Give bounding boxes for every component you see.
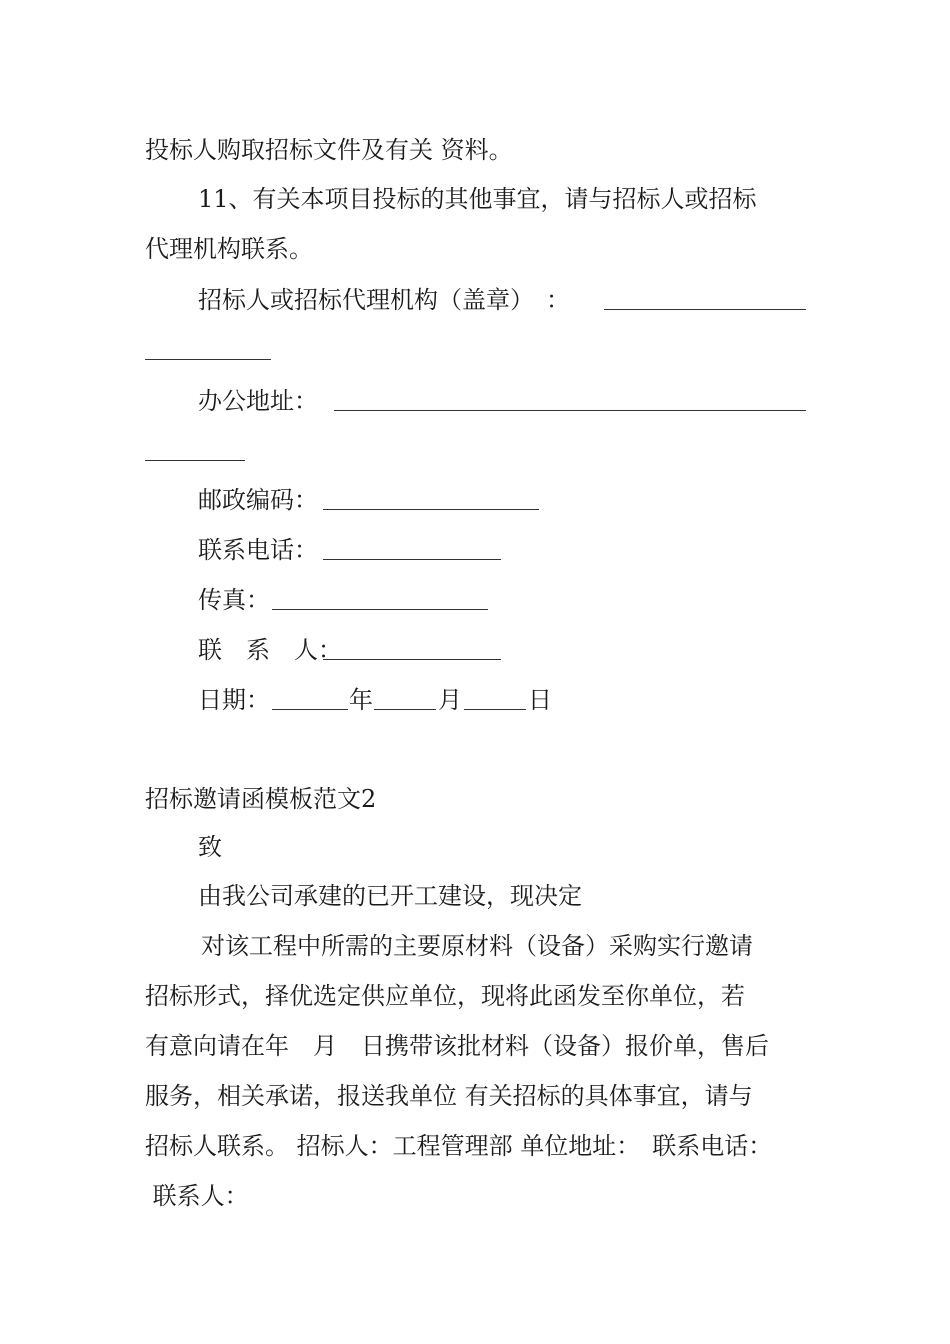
office-address-label: 办公地址：	[198, 387, 318, 415]
paragraph-invitation-line1: 对该工程中所需的主要原材料（设备）采购实行邀请	[201, 932, 753, 960]
office-address-blank	[334, 410, 806, 411]
contact-person-blank	[323, 659, 501, 660]
paragraph-invitation-line4: 服务，相关承诺，报送我单位 有关招标的具体事宜，请与	[145, 1082, 753, 1110]
paragraph-item-11-line1: 11、有关本项目投标的其他事宜，请与招标人或招标	[198, 185, 757, 213]
date-year-blank	[272, 709, 348, 710]
fax-blank	[272, 609, 488, 610]
date-day-blank	[464, 709, 526, 710]
fax-label: 传真：	[198, 586, 270, 614]
paragraph-invitation-line3: 有意向请在年 月 日携带该批材料（设备）报价单，售后	[145, 1032, 769, 1060]
date-label: 日期：	[198, 686, 270, 714]
date-year-text: 年	[349, 686, 373, 714]
paragraph-item-11-line2: 代理机构联系。	[145, 235, 313, 263]
section-title: 招标邀请函模板范文2	[145, 785, 377, 813]
paragraph-construction: 由我公司承建的已开工建设，现决定	[198, 882, 582, 910]
contact-person-label: 联 系 人：	[198, 636, 342, 664]
postal-code-blank	[323, 509, 539, 510]
greeting: 致	[198, 833, 222, 861]
paragraph-purchase-docs: 投标人购取招标文件及有关 资料。	[145, 136, 513, 164]
phone-label: 联系电话：	[198, 536, 318, 564]
agency-seal-blank-continued	[145, 359, 271, 360]
postal-code-label: 邮政编码：	[198, 486, 318, 514]
date-day-text: 日	[528, 686, 552, 714]
date-month-blank	[374, 709, 436, 710]
office-address-blank-continued	[145, 460, 245, 461]
date-month-text: 月	[438, 686, 462, 714]
paragraph-invitation-line6: 联系人：	[145, 1182, 249, 1210]
phone-blank	[323, 559, 501, 560]
agency-seal-label: 招标人或招标代理机构（盖章） ：	[198, 286, 570, 314]
paragraph-invitation-line5: 招标人联系。 招标人：工程管理部 单位地址： 联系电话：	[145, 1132, 773, 1160]
agency-seal-blank	[604, 309, 806, 310]
paragraph-invitation-line2: 招标形式，择优选定供应单位，现将此函发至你单位，若	[145, 982, 745, 1010]
